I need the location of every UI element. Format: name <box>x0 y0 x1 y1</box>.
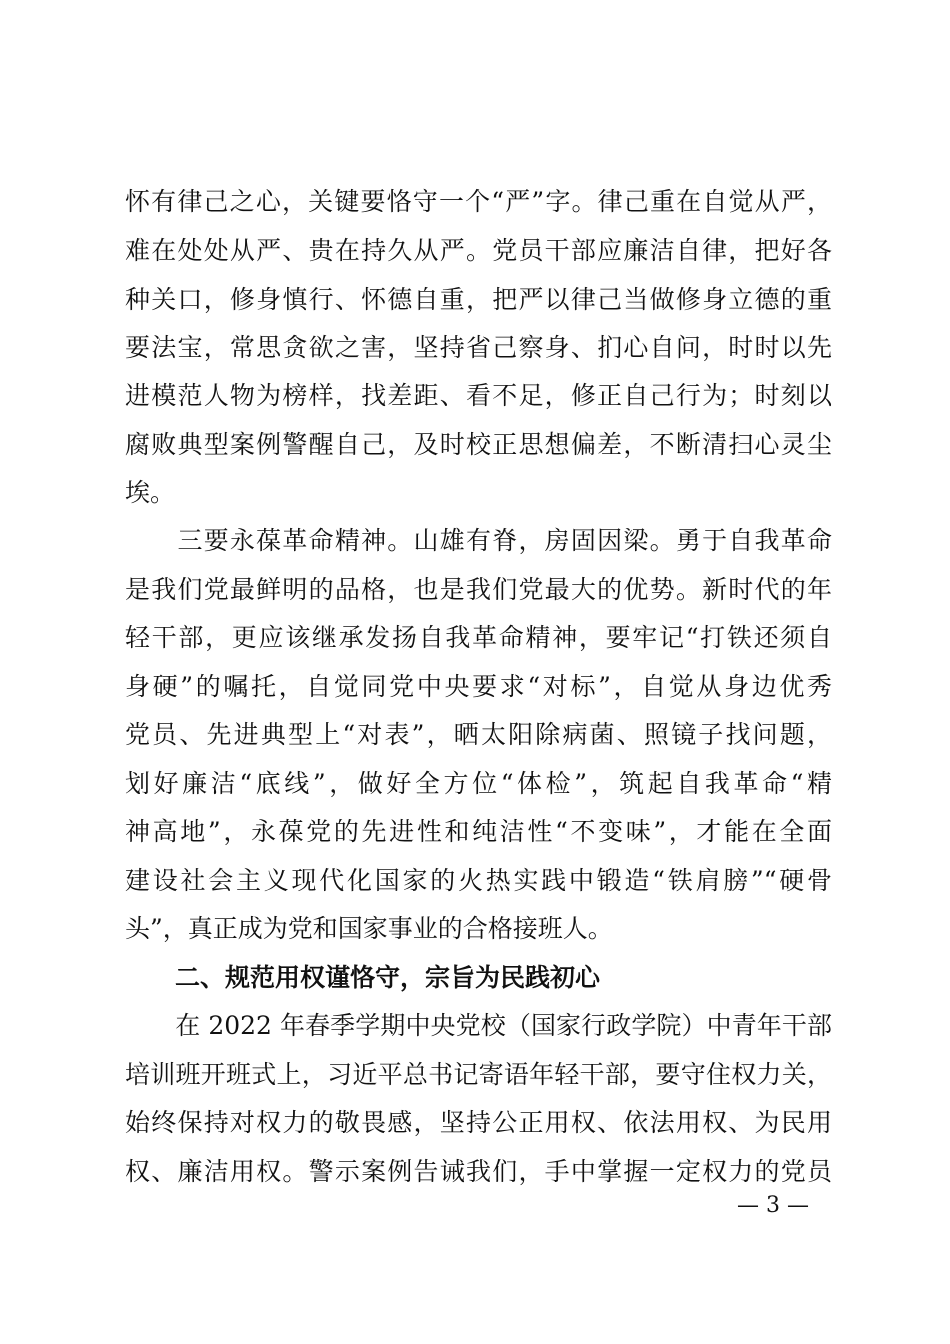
body-line: 培训班开班式上，习近平总书记寄语年轻干部，要守住权力关， <box>125 1060 832 1089</box>
body-line: 埃。 <box>125 478 176 507</box>
body-line: 要法宝，常思贪欲之害，坚持省己察身、扪心自问，时时以先 <box>125 333 832 362</box>
body-line: 始终保持对权力的敬畏感，坚持公正用权、依法用权、为民用 <box>125 1108 832 1137</box>
body-line: 是我们党最鲜明的品格，也是我们党最大的优势。新时代的年 <box>125 575 832 604</box>
body-line: 权、廉洁用权。警示案例告诫我们，手中掌握一定权力的党员 <box>125 1157 832 1186</box>
body-line: 头”，真正成为党和国家事业的合格接班人。 <box>125 914 613 943</box>
body-line: 怀有律己之心，关键要恪守一个“严”字。律己重在自觉从严， <box>125 187 832 216</box>
body-line: 神高地”，永葆党的先进性和纯洁性“不变味”，才能在全面 <box>125 817 832 846</box>
body-line: 建设社会主义现代化国家的火热实践中锻造“铁肩膀”“硬骨 <box>125 866 832 895</box>
paragraph-start-line: 在 2022 年春季学期中央党校（国家行政学院）中青年干部 <box>125 1011 832 1040</box>
body-line: 难在处处从严、贵在持久从严。党员干部应廉洁自律，把好各 <box>125 236 832 265</box>
body-line: 腐败典型案例警醒自己，及时校正思想偏差，不断清扫心灵尘 <box>125 430 832 459</box>
body-line: 划好廉洁“底线”，做好全方位“体检”，筑起自我革命“精 <box>125 769 832 798</box>
body-line: 党员、先进典型上“对表”，晒太阳除病菌、照镜子找问题， <box>125 720 832 749</box>
paragraph-start-line: 三要永葆革命精神。山雄有脊，房固因梁。勇于自我革命 <box>125 526 832 555</box>
body-line: 进模范人物为榜样，找差距、看不足，修正自己行为；时刻以 <box>125 381 832 410</box>
section-heading: 二、规范用权谨恪守，宗旨为民践初心 <box>125 963 601 992</box>
body-line: 种关口，修身慎行、怀德自重，把严以律己当做修身立德的重 <box>125 285 832 314</box>
body-line: 身硬”的嘱托，自觉同党中央要求“对标”，自觉从身边优秀 <box>125 672 832 701</box>
body-line: 轻干部，更应该继承发扬自我革命精神，要牢记“打铁还须自 <box>125 623 832 652</box>
page-number: — 3 — <box>737 1193 809 1218</box>
